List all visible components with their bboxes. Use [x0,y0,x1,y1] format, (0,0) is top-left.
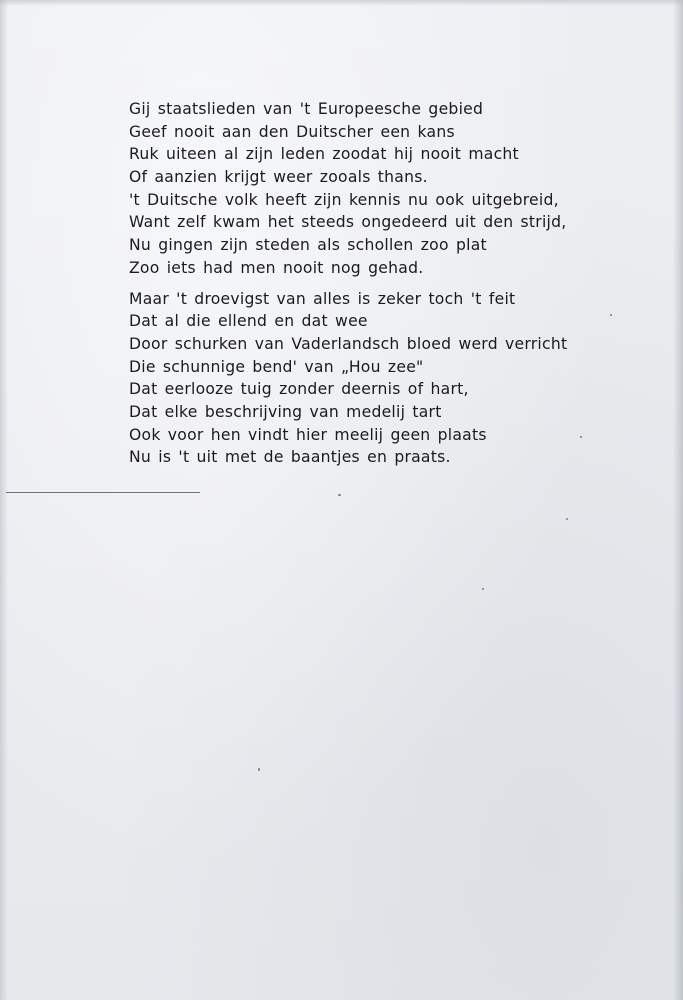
poem-line: Die schunnige bend' van „Hou zee" [129,357,424,376]
poem-line: Dat eerlooze tuig zonder deernis of hart, [129,380,469,399]
poem-line: Geef nooit aan den Duitscher een kans [129,122,455,141]
poem-line: 't Duitsche volk heeft zijn kennis nu ook uitgebreid, [129,190,559,209]
poem-line: Zoo iets had men nooit nog gehad. [129,258,424,277]
paper-speck [580,436,582,438]
poem-line: Nu is 't uit met de baantjes en praats. [129,448,451,467]
poem-line: Nu gingen zijn steden als schollen zoo plat [129,236,487,255]
poem-line: Want zelf kwam het steeds ongedeerd uit den strijd, [129,213,567,232]
paper-speck [610,314,612,316]
poem-line: Ruk uiteen al zijn leden zoodat hij nooit macht [129,145,519,164]
poem-line: Dat elke beschrijving van medelij tart [129,402,442,421]
horizontal-rule [6,492,200,493]
poem-line: Ook voor hen vindt hier meelij geen plaats [129,425,487,444]
paper-speck [566,518,568,520]
paper-speck [258,768,260,771]
poem-line: Door schurken van Vaderlandsch bloed werd verricht [129,334,568,353]
poem-line: Of aanzien krijgt weer zooals thans. [129,168,428,187]
paper-speck [338,494,341,496]
paper-edge-right [673,0,683,1000]
poem-line: Gij staatslieden van 't Europeesche gebied [129,100,484,118]
poem-stanza-1 [129,98,649,280]
paper-edge-top [0,0,683,6]
poem [129,98,649,469]
poem-line: Dat al die ellend en dat wee [129,312,368,331]
poem-stanza-2 [129,288,649,470]
paper-edge-left [0,0,8,1000]
poem-line: Maar 't droevigst van alles is zeker toch 't feit [129,289,516,308]
paper-speck [482,588,484,590]
